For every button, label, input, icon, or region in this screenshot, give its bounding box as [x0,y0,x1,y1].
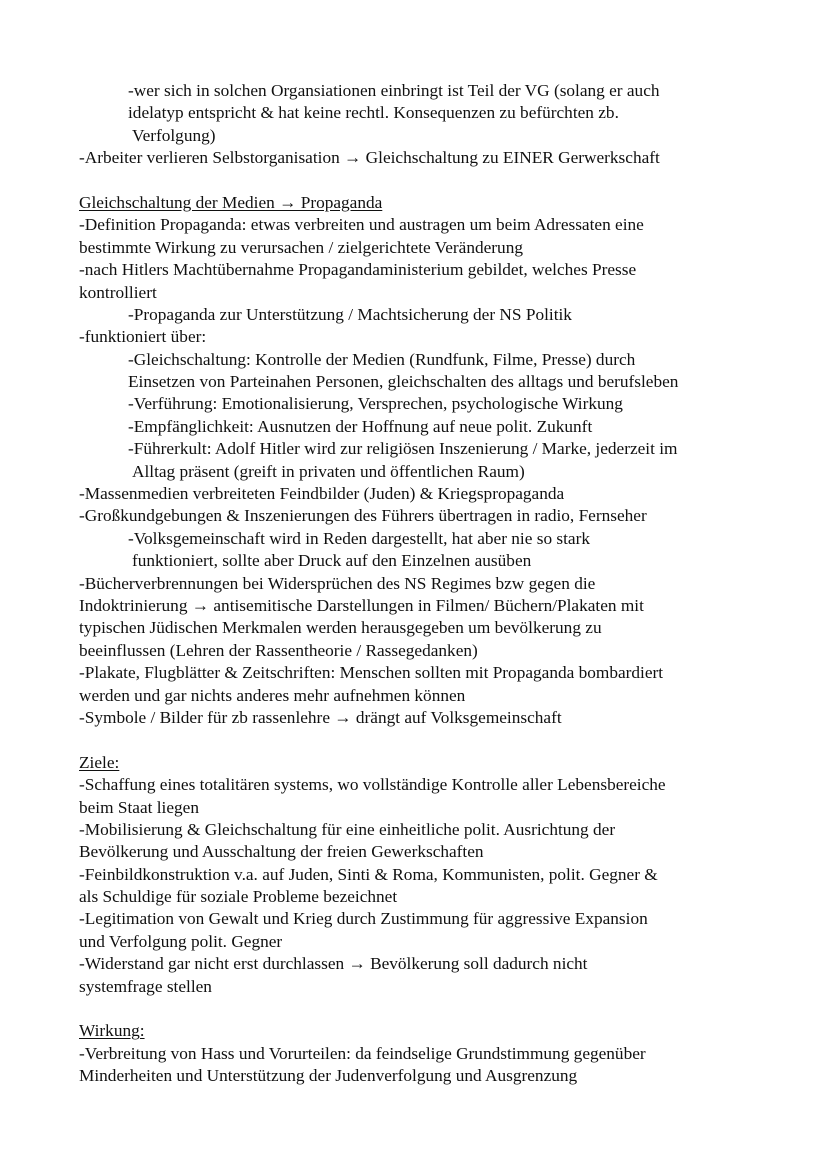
text-line: -Definition Propaganda: etwas verbreiten und austragen um beim Adressaten eine [79,215,644,235]
section-heading-text: Gleichschaltung der Medien → Propaganda [79,192,383,212]
text-line: -Gleichschaltung: Kontrolle der Medien (Rundfunk, Filme, Presse) durch [128,349,636,369]
text-line: beeinflussen (Lehren der Rassentheorie / Rassegedanken) [79,640,478,660]
text-line: -Großkundgebungen & Inszenierungen des Führers übertragen in radio, Fernseher [79,506,647,526]
blank-line [79,998,769,1020]
section-heading [79,752,769,774]
document-body [79,80,769,1088]
text-line: Minderheiten und Unterstützung der Judenverfolgung und Ausgrenzung [79,1066,578,1086]
text-line: -funktioniert über: [79,327,207,347]
section-heading-text: Wirkung: [79,1021,145,1041]
text-line: als Schuldige für soziale Probleme bezeichnet [79,887,398,907]
text-line: kontrolliert [79,282,157,302]
text-line: funktioniert, sollte aber Druck auf den Einzelnen ausüben [132,551,532,571]
text-line: beim Staat liegen [79,797,199,817]
text-line: -Arbeiter verlieren Selbstorganisation → Gleichschaltung zu EINER Gerwerkschaft [79,148,660,168]
text-line: -Führerkult: Adolf Hitler wird zur religiösen Inszenierung / Marke, jederzeit im [128,439,678,459]
text-line: typischen Jüdischen Merkmalen werden herausgegeben um bevölkerung zu [79,618,602,638]
section-heading [79,1020,769,1042]
text-line: -Verführung: Emotionalisierung, Versprechen, psychologische Wirkung [128,394,623,414]
section-heading [79,192,769,214]
blank-line [79,729,769,751]
text-line: -Verbreitung von Hass und Vorurteilen: da feindselige Grundstimmung gegenüber [79,1043,646,1063]
text-line: Bevölkerung und Ausschaltung der freien Gewerkschaften [79,842,484,862]
text-line: -Massenmedien verbreiteten Feindbilder (Juden) & Kriegspropaganda [79,484,565,504]
text-line: -Volksgemeinschaft wird in Reden dargestellt, hat aber nie so stark [128,528,590,548]
text-line: -Empfänglichkeit: Ausnutzen der Hoffnung auf neue polit. Zukunft [128,416,593,436]
text-line: -Widerstand gar nicht erst durchlassen → Bevölkerung soll dadurch nicht [79,954,588,974]
text-line: -Mobilisierung & Gleichschaltung für eine einheitliche polit. Ausrichtung der [79,819,616,839]
text-line: -Feinbildkonstruktion v.a. auf Juden, Sinti & Roma, Kommunisten, polit. Gegner & [79,864,658,884]
text-line: -nach Hitlers Machtübernahme Propagandaministerium gebildet, welches Presse [79,260,637,280]
blank-line [79,170,769,192]
text-line: -Bücherverbrennungen bei Widersprüchen des NS Regimes bzw gegen die [79,573,596,593]
text-line: werden und gar nichts anderes mehr aufnehmen können [79,685,466,705]
text-line: -Plakate, Flugblätter & Zeitschriften: Menschen sollten mit Propaganda bombardiert [79,663,664,683]
section-heading-text: Ziele: [79,752,120,772]
text-line: -Schaffung eines totalitären systems, wo vollständige Kontrolle aller Lebensbereiche [79,775,666,795]
text-line: -wer sich in solchen Organsiationen einbringt ist Teil der VG (solang er auch [128,81,660,100]
text-line: -Propaganda zur Unterstützung / Machtsicherung der NS Politik [128,304,572,324]
text-line: Einsetzen von Parteinahen Personen, gleichschalten des alltags und berufsleben [128,372,679,392]
text-line: -Symbole / Bilder für zb rassenlehre → drängt auf Volksgemeinschaft [79,707,562,727]
text-line: systemfrage stellen [79,976,212,996]
text-line: -Legitimation von Gewalt und Krieg durch Zustimmung für aggressive Expansion [79,909,648,929]
text-line: idelatyp entspricht & hat keine rechtl. Konsequenzen zu befürchten zb. [128,103,619,123]
text-line: Verfolgung) [132,125,216,145]
text-line: Alltag präsent (greift in privaten und öffentlichen Raum) [132,461,525,481]
text-line: bestimmte Wirkung zu verursachen / zielgerichtete Veränderung [79,237,523,257]
text-line: Indoktrinierung → antisemitische Darstellungen in Filmen/ Büchern/Plakaten mit [79,595,644,615]
text-line: und Verfolgung polit. Gegner [79,931,283,951]
